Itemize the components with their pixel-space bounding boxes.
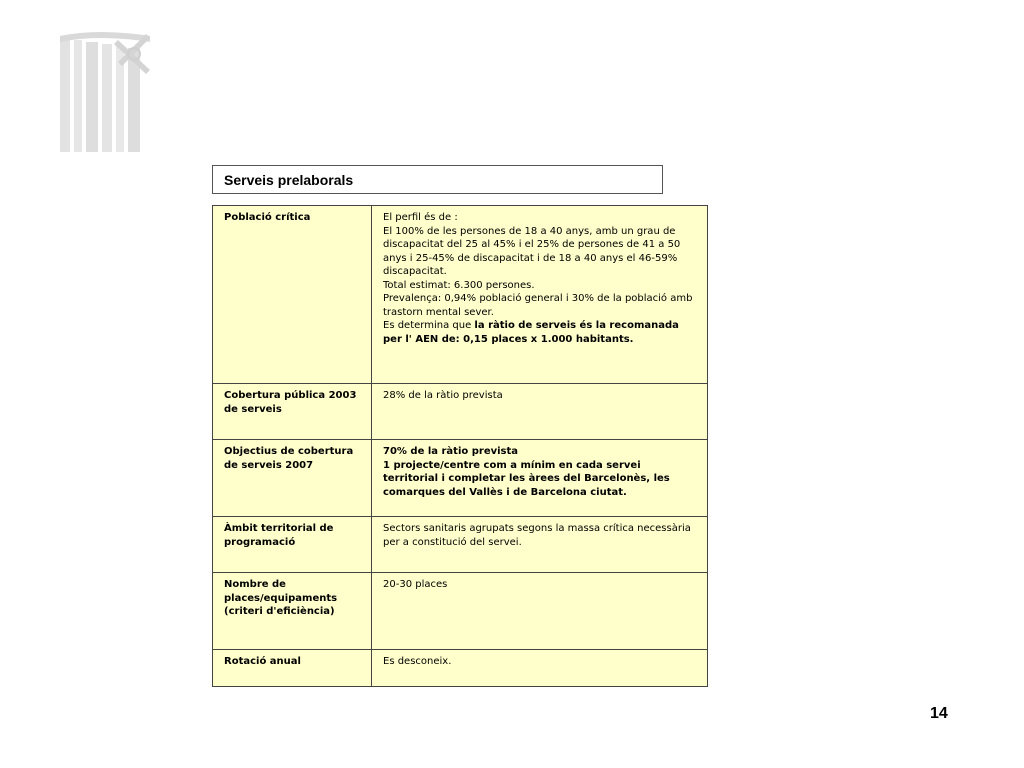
row-value: Sectors sanitaris agrupats segons la massa crítica necessària per a constitució del servei.: [372, 517, 708, 573]
page-number: 14: [930, 705, 948, 722]
row-value: [372, 206, 708, 384]
value-prefix: Es determina que: [383, 320, 475, 331]
value-line: Prevalença: 0,94% població general i 30% de la població amb trastorn mental sever.: [383, 293, 693, 318]
value-line: Total estimat: 6.300 persones.: [383, 279, 535, 291]
value-line: 1 projecte/centre com a mínim en cada servei territorial i completar les àrees del Barcelonès, les comarques del Vallès i de Barcelona ciutat.: [383, 459, 670, 498]
value-line: El perfil és de :: [383, 212, 458, 223]
table-row: [213, 206, 708, 384]
value-line: El 100% de les persones de 18 a 40 anys, amb un grau de discapacitat del 25 al 45% i el 25% de persones de 41 a 50 anys i 25-45% de discapacitat i de 18 a 40 anys el 46-59% discapacitat.: [383, 225, 681, 277]
table-row: [213, 440, 708, 517]
row-value: 28% de la ràtio prevista: [372, 384, 708, 440]
value-line-mixed: [383, 319, 697, 346]
row-value: [372, 440, 708, 517]
row-label: Cobertura pública 2003 de serveis: [213, 384, 372, 440]
row-label: Població crítica: [213, 206, 372, 384]
value-line: 70% de la ràtio prevista: [383, 446, 519, 457]
row-label: Rotació anual: [213, 650, 372, 687]
row-value: 20-30 places: [372, 573, 708, 650]
table-row: [213, 384, 708, 440]
value-bold: la ràtio de serveis és la recomanada per l' AEN de: 0,15 places x 1.000 habitants.: [383, 320, 679, 345]
slide-title: Serveis prelaborals: [212, 165, 663, 194]
info-table: [212, 205, 708, 687]
table-row: [213, 650, 708, 687]
row-label: Àmbit territorial de programació: [213, 517, 372, 573]
row-value: Es desconeix.: [372, 650, 708, 687]
row-label: Nombre de places/equipaments (criteri d'eficiència): [213, 573, 372, 650]
row-label: Objectius de cobertura de serveis 2007: [213, 440, 372, 517]
table-row: [213, 573, 708, 650]
institution-logo: [58, 30, 154, 156]
table-row: [213, 517, 708, 573]
